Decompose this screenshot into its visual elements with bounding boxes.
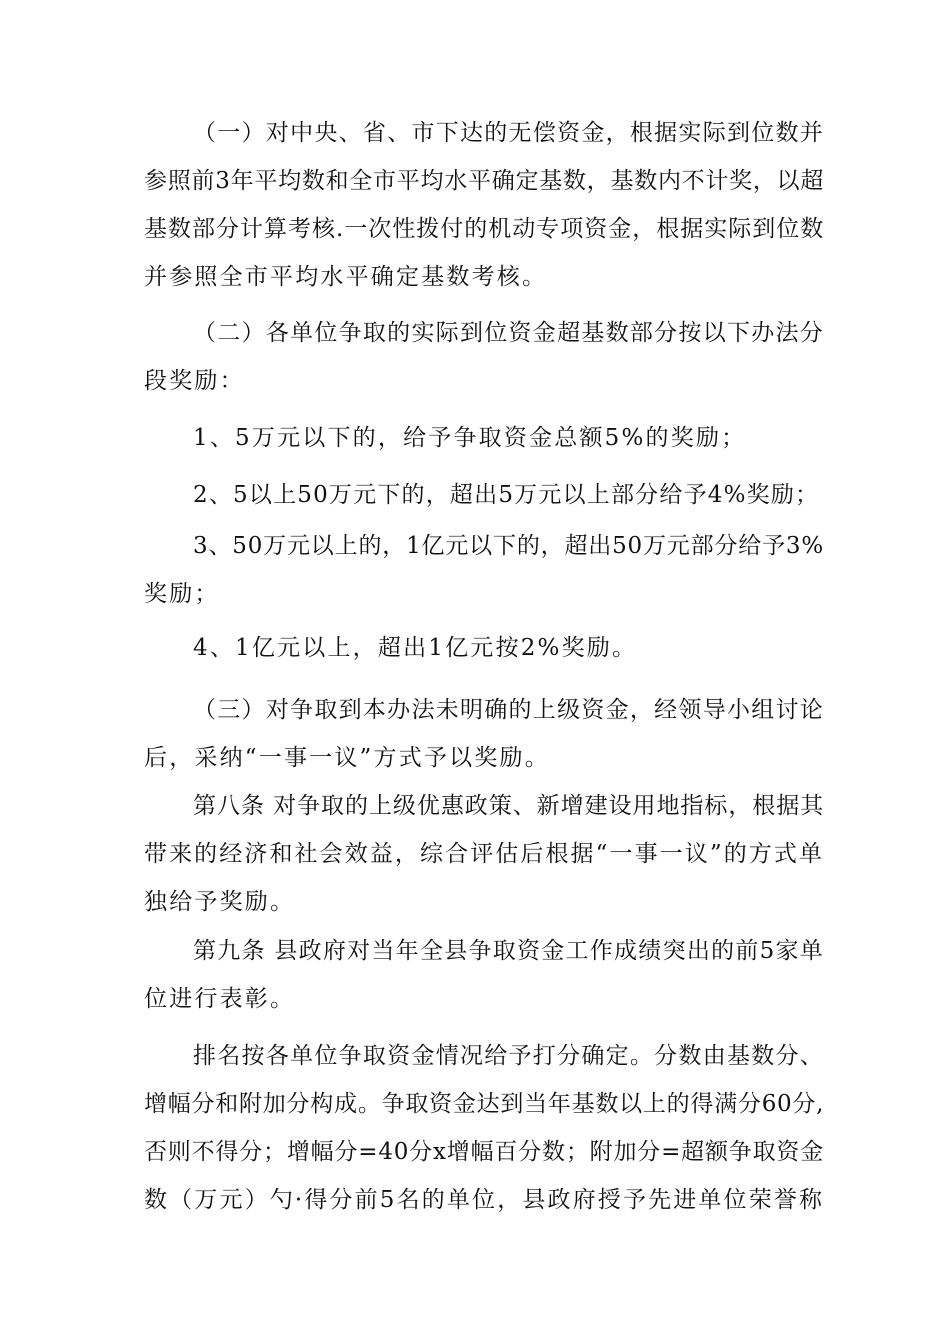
- paragraph-line: 否则不得分；增幅分=40分x增幅百分数；附加分=超额争取资金: [144, 1139, 824, 1165]
- paragraph-line: 位进行表彰。: [144, 986, 296, 1012]
- list-item: 3、50万元以上的，1亿元以下的，超出50万元部分给予3%: [193, 533, 824, 559]
- paragraph-line: （三）对争取到本办法未明确的上级资金，经领导小组讨论: [193, 697, 824, 723]
- paragraph-line: （二）各单位争取的实际到位资金超基数部分按以下办法分: [193, 320, 824, 346]
- paragraph-line: （一）对中央、省、市下达的无偿资金，根据实际到位数并: [193, 120, 824, 146]
- paragraph-line: 奖励；: [144, 581, 220, 607]
- list-item: 2、5以上50万元下的，超出5万元以上部分给予4%奖励；: [193, 482, 820, 508]
- paragraph-line: 排名按各单位争取资金情况给予打分确定。分数由基数分、: [193, 1043, 824, 1069]
- paragraph-line: 独给予奖励。: [144, 889, 296, 915]
- article-8-line: 第八条 对争取的上级优惠政策、新增建设用地指标，根据其: [193, 793, 824, 819]
- paragraph-line: 参照前3年平均数和全市平均水平确定基数，基数内不计奖，以超: [144, 168, 824, 194]
- article-9-line: 第九条 县政府对当年全县争取资金工作成绩突出的前5家单: [193, 938, 824, 964]
- paragraph-line: 并参照全市平均水平确定基数考核。: [144, 264, 548, 290]
- paragraph-line: 数（万元）勺·得分前5名的单位，县政府授予先进单位荣誉称: [144, 1187, 824, 1213]
- paragraph-line: 后，采纳“一事一议”方式予以奖励。: [144, 745, 550, 771]
- paragraph-line: 带来的经济和社会效益，综合评估后根据“一事一议”的方式单: [144, 841, 824, 867]
- paragraph-line: 增幅分和附加分构成。争取资金达到当年基数以上的得满分60分,: [144, 1091, 824, 1117]
- paragraph-line: 段奖励：: [144, 368, 245, 394]
- paragraph-line: 基数部分计算考核.一次性拨付的机动专项资金，根据实际到位数: [144, 216, 825, 242]
- list-item: 1、5万元以下的，给予争取资金总额5%的奖励；: [193, 425, 747, 451]
- list-item: 4、1亿元以上，超出1亿元按2%奖励。: [193, 635, 638, 661]
